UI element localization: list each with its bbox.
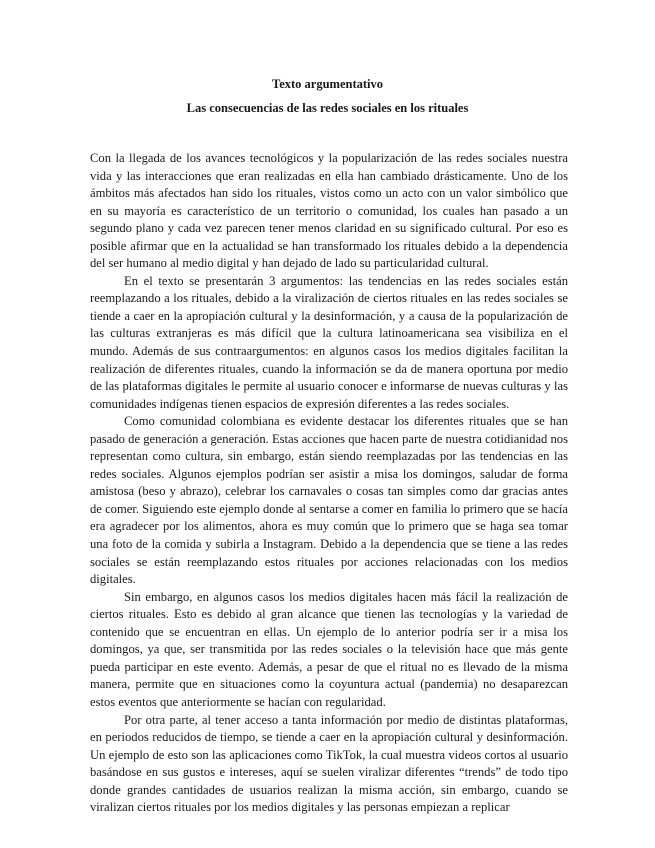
- paragraph-arguments: En el texto se presentarán 3 argumentos: las tendencias en las redes sociales están reemplazando a los rituales, debido a la viralización de ciertos rituales en las redes sociales se tiende a caer en la apropiación cultural y la desinformación, y a causa de la popularización de las culturas extranjeras es más difícil que la cultura latinoamericana sea visibiliza en el mundo. Además de sus contraargumentos: en algunos casos los medios digitales facilitan la realización de diferentes rituales, cuando la información se da de manera oportuna por medio de las plataformas digitales le permite al usuario conocer e informarse de nuevas culturas y las comunidades indígenas tienen espacios de expresión diferentes a las redes sociales.: [90, 273, 568, 411]
- paragraph-intro: Con la llegada de los avances tecnológicos y la popularización de las redes sociales nuestra vida y las interacciones que eran realizadas en ella han cambiado drásticamente. Uno de los ámbitos más afectados han sido los rituales, vistos como un acto con un valor simbólico que en su mayoría es característico de un territorio o comunidad, los cuales han pasado a un segundo plano y cada vez parecen tener menos claridad en su significado cultural. Por eso es posible afirmar que en la actualidad se han transformado los rituales debido a la dependencia del ser humano al medio digital y han dejado de lado su particularidad cultural.: [90, 151, 568, 271]
- document-body: [90, 150, 568, 817]
- paragraph-counterargument: Sin embargo, en algunos casos los medios digitales hacen más fácil la realización de ciertos rituales. Esto es debido al gran alcance que tienen las tecnologías y la variedad de contenido que se encuentran en ellas. Un ejemplo de lo anterior podría ser ir a misa los domingos, ya que, ser transmitida por las redes sociales o la televisión hace que más gente pueda participar en este evento. Además, a pesar de que el ritual no es llevado de la misma manera, permite que en situaciones como la coyuntura actual (pandemia) no desaparezcan estos eventos que anteriormente se hacían con regularidad.: [90, 589, 568, 709]
- document-subtitle: Las consecuencias de las redes sociales en los rituales: [186, 101, 469, 115]
- paragraph-colombian-rituals: Como comunidad colombiana es evidente destacar los diferentes rituales que se han pasado de generación a generación. Estas acciones que hacen parte de nuestra cotidianidad nos representan como cultura, sin embargo, están siendo reemplazadas por las tendencias en las redes sociales. Algunos ejemplos podrían ser asistir a misa los domingos, saludar de forma amistosa (beso y abrazo), celebrar los carnavales o cosas tan simples como dar gracias antes de comer. Siguiendo este ejemplo donde al sentarse a comer en familia lo primero que se hacía era agradecer por los alimentos, ahora es muy común que lo primero que se haga sea tomar una foto de la comida y subirla a Instagram. Debido a la dependencia que se tiene a las redes sociales se están reemplazando estos rituales por acciones relacionadas con los medios digitales.: [90, 414, 568, 587]
- document-title: Texto argumentativo: [272, 77, 383, 91]
- paragraph-appropriation: Por otra parte, al tener acceso a tanta información por medio de distintas plataformas, en periodos reducidos de tiempo, se tiende a caer en la apropiación cultural y desinformación. Un ejemplo de esto son las aplicaciones como TikTok, la cual muestra videos cortos al usuario basándose en sus gustos e intereses, aquí se suelen viralizar diferentes “trends” de todo tipo donde grandes cantidades de usuarios realizan la misma acción, sin embargo, cuando se viralizan ciertos rituales por los medios digitales y las personas empiezan a replicar: [90, 712, 568, 815]
